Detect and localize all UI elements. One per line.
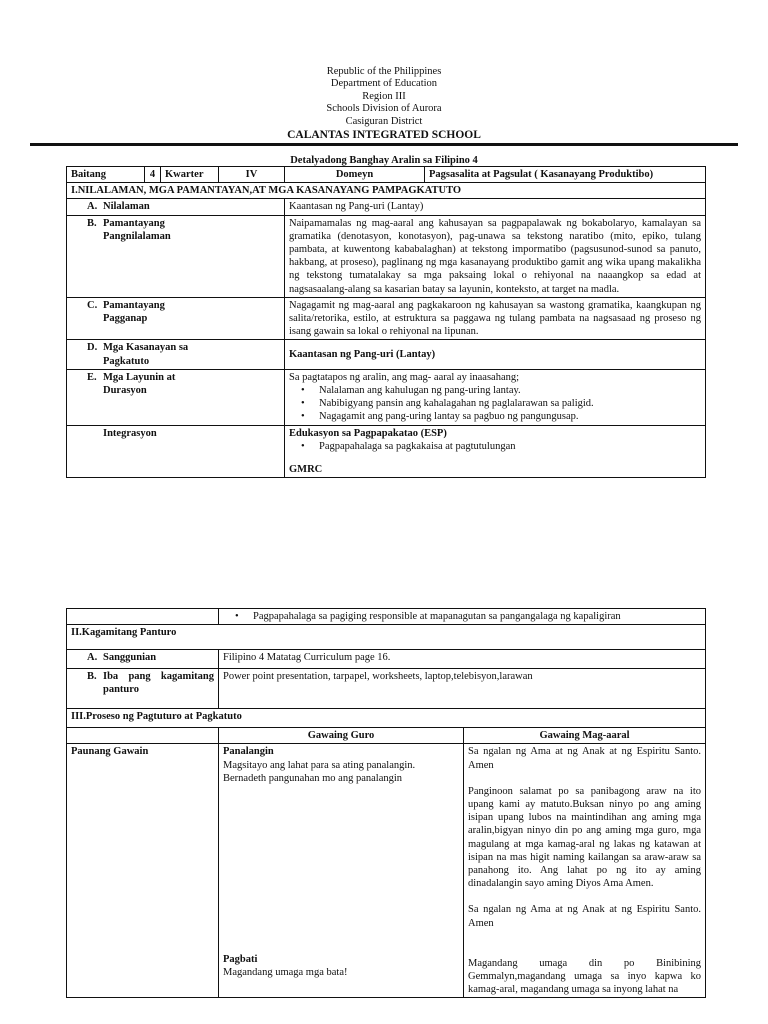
kwarter-label: Kwarter	[161, 167, 219, 183]
kagamitan-row	[67, 669, 706, 709]
student-greeting: Magandang umaga din po Binibining Gemmalyn,magandang umaga sa inyo kapwa ko kamag-aral, magandang umaga sa inyong lahat na	[468, 957, 702, 996]
student-prayer: Panginoon salamat po sa panibagong araw na ito upang kami ay matuto.Buksan ninyo po ang aming isipan upang lubos na maintindihan ang aming mga aralin,bigyan ninyo din po ang aming mga guro, mga magulang at mga kamag-aral ng lakas ng katawan at isipan na mas higit naming kailangan sa araw-araw sa panahong ito. Ang lahat po ng ito ay aming dinadalangin sayo aming Diyos Ama Amen.	[468, 785, 702, 890]
layunin-item-3: • Nagagamit ang pang-uring lantay sa pagbuo ng pangungusap.	[289, 410, 701, 423]
section3-heading-row	[67, 709, 706, 728]
sanggunian-key: A.	[87, 652, 98, 664]
continuation-item: • Pagpapahalaga sa pagiging responsible at mapanagutan sa pangangalaga ng kapaligiran	[223, 610, 701, 623]
section2-heading-row	[67, 625, 706, 650]
pamantayang-pagganap-row	[67, 297, 706, 340]
lesson-plan-table-part2	[66, 608, 706, 998]
continuation-empty-cell	[67, 609, 219, 625]
kasanayan-label-cell	[67, 340, 285, 369]
header-division: Schools Division of Aurora	[326, 103, 442, 115]
teacher-activity-cell	[219, 744, 464, 998]
integrasyon-list	[289, 440, 701, 453]
lesson-plan-table-part1	[66, 166, 706, 478]
pagganap-value: Nagagamit ng mag-aaral ang pagkakaroon ng kahusayan sa wastong gramatika, kaangkupan ng salita/retorika, estilo, at estruktura sa paggawa ng tulang pambata na nagsasaad ng proseso ng isang gawain sa lokal o rehiyonal na lipunan.	[285, 297, 706, 340]
nilalaman-key: A.	[87, 201, 98, 213]
kagamitan-value: Power point presentation, tarpapel, worksheets, laptop,telebisyon,larawan	[219, 669, 706, 709]
layunin-item-1: • Nalalaman ang kahulugan ng pang-uring lantay.	[289, 384, 701, 397]
header-region: Region III	[362, 90, 406, 102]
baitang-label: Baitang	[67, 167, 145, 183]
kasanayan-key: D.	[87, 342, 98, 354]
nilalaman-row	[67, 199, 706, 215]
sanggunian-row	[67, 650, 706, 669]
document-title: Detalyadong Banghay Aralin sa Filipino 4	[290, 155, 478, 166]
pangnilalaman-key: B.	[87, 217, 97, 229]
nilalaman-label-cell	[67, 199, 285, 215]
pagganap-label-cell	[67, 297, 285, 340]
continuation-list	[223, 610, 701, 623]
header-school-name: CALANTAS INTEGRATED SCHOOL	[287, 129, 481, 142]
baitang-value: 4	[145, 167, 161, 183]
header-divider	[30, 143, 738, 146]
header-district: Casiguran District	[345, 115, 423, 127]
panalangin-heading: Panalangin	[223, 746, 274, 758]
pangnilalaman-value: Naipamamalas ng mag-aaral ang kahusayan sa pagpapalawak ng bokabolaryo, kamalayan sa gramatika (denotasyon, konotasyon), pag-unawa sa tekstong naratibo (mito, epiko, tulang pambata, at kuwentong kababalaghan) at tekstong impormatibo (pagsusunod-sunod sa panuto, hakbang, at proseso), paglinang ng mga kasanayang produktibo gamit ang wika upang makalikha ng tekstong tumatalakay sa mga paksaing lokal o rehiyonal na naaangkop sa edad at nagsasaalang-alang sa kasarian batay sa layunin, konteksto, at target na madla.	[285, 215, 706, 297]
pangnilalaman-label: Pamantayang Pangnilalaman	[103, 217, 171, 242]
student-sign-of-cross-1: Sa ngalan ng Ama at ng Anak at ng Espiritu Santo. Amen	[468, 746, 702, 771]
layunin-item-2: • Nabibigyang pansin ang kahalagahan ng paglalarawan sa paligid.	[289, 397, 701, 410]
layunin-label-cell	[67, 369, 285, 425]
integrasyon-esp-heading: Edukasyon sa Pagpapakatao (ESP)	[289, 427, 447, 439]
section2-heading: II.Kagamitang Panturo	[67, 625, 706, 650]
kagamitan-key: B.	[87, 671, 97, 683]
kasanayan-value: Kaantasan ng Pang-uri (Lantay)	[285, 340, 706, 369]
kagamitan-label: Iba pang kagamitang panturo	[103, 671, 214, 696]
column-header-magaaral: Gawaing Mag-aaral	[464, 728, 706, 744]
layunin-list	[289, 384, 701, 424]
kwarter-value: IV	[219, 167, 285, 183]
integrasyon-cell	[285, 425, 706, 478]
section1-heading: I.NILALAMAN, MGA PAMANTAYAN,AT MGA KASANAYANG PAMPAGKATUTO	[67, 183, 706, 199]
info-row	[67, 167, 706, 183]
columns-header-empty	[67, 728, 219, 744]
columns-header-row	[67, 728, 706, 744]
pagganap-label: Pamantayang Pagganap	[103, 299, 165, 325]
integrasyon-item: • Pagpapahalaga sa pagkakaisa at pagtutulungan	[289, 440, 701, 453]
sanggunian-label-cell	[67, 650, 219, 669]
pangnilalaman-label-cell	[67, 215, 285, 297]
layunin-key: E.	[87, 371, 97, 383]
teacher-spacer	[223, 785, 459, 953]
student-sign-of-cross-2: Sa ngalan ng Ama at ng Anak at ng Espiritu Santo. Amen	[468, 904, 702, 929]
layunin-row	[67, 369, 706, 425]
pamantayang-pangnilalaman-row	[67, 215, 706, 297]
integrasyon-label: Integrasyon	[67, 425, 285, 478]
continuation-cell	[219, 609, 706, 625]
column-header-guro: Gawaing Guro	[219, 728, 464, 744]
header-republic: Republic of the Philippines	[326, 66, 442, 77]
integrasyon-row	[67, 425, 706, 478]
domeyn-label: Domeyn	[285, 167, 425, 183]
pagbati-line: Magandang umaga mga bata!	[223, 967, 348, 979]
nilalaman-value: Kaantasan ng Pang-uri (Lantay)	[285, 199, 706, 215]
nilalaman-label: Nilalaman	[103, 201, 150, 213]
paunang-gawain-label: Paunang Gawain	[67, 744, 219, 998]
student-activity-cell	[464, 744, 706, 998]
section3-heading: III.Proseso ng Pagtuturo at Pagkatuto	[67, 709, 706, 728]
section1-heading-row	[67, 183, 706, 199]
layunin-cell	[285, 369, 706, 425]
header-department: Department of Education	[330, 78, 438, 90]
letterhead	[0, 66, 768, 141]
kasanayan-row	[67, 340, 706, 369]
domeyn-value: Pagsasalita at Pagsulat ( Kasanayang Produktibo)	[425, 167, 706, 183]
pagganap-key: C.	[87, 299, 98, 311]
pagbati-heading: Pagbati	[223, 954, 258, 966]
panalangin-line-1: Magsitayo ang lahat para sa ating panalangin.	[223, 759, 416, 771]
paunang-gawain-row	[67, 744, 706, 998]
layunin-intro: Sa pagtatapos ng aralin, ang mag- aaral ay inaasahang;	[289, 371, 520, 383]
layunin-label: Mga Layunin at Durasyon	[103, 371, 176, 397]
kagamitan-label-cell	[67, 669, 219, 709]
sanggunian-label: Sanggunian	[103, 652, 157, 664]
kasanayan-label: Mga Kasanayan sa Pagkatuto	[103, 342, 189, 367]
integrasyon-gmrc: GMRC	[289, 464, 323, 476]
panalangin-line-2: Bernadeth pangunahan mo ang panalangin	[223, 772, 403, 784]
sanggunian-value: Filipino 4 Matatag Curriculum page 16.	[219, 650, 706, 669]
continuation-row	[67, 609, 706, 625]
